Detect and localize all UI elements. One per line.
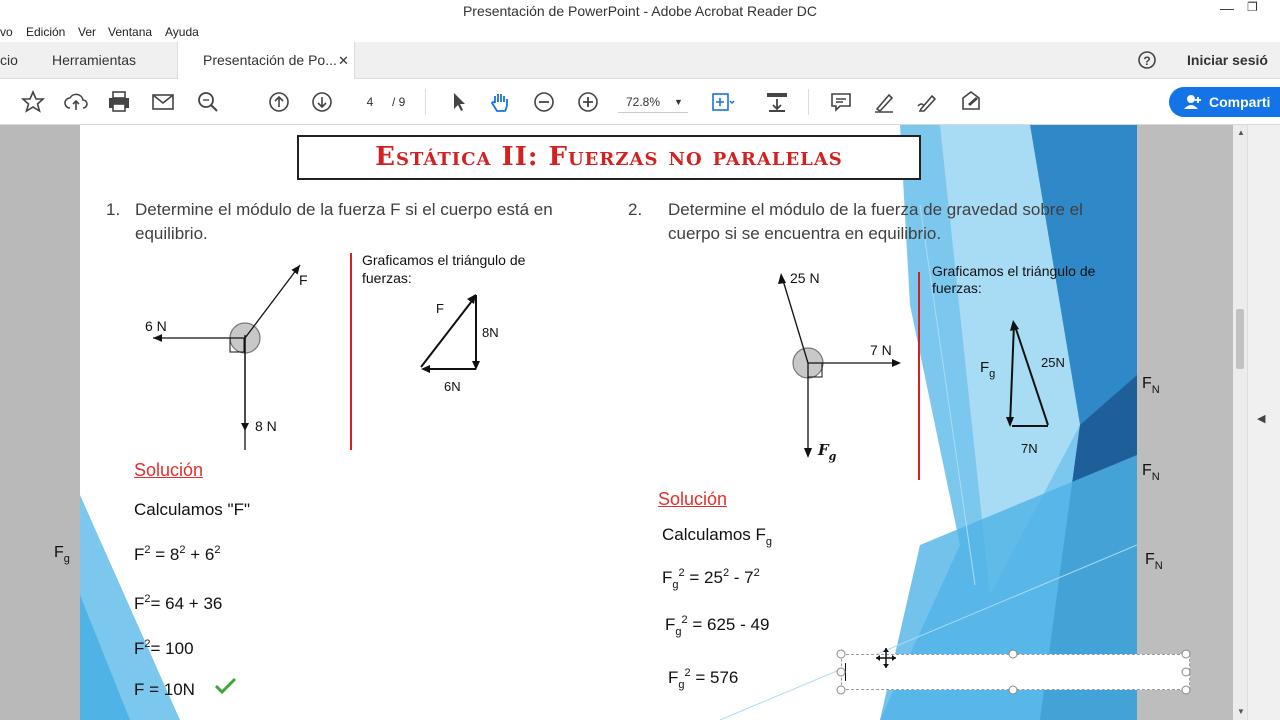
triangle-note-2-line1: Graficamos el triángulo de (932, 263, 1096, 279)
label-7n: 7 N (870, 342, 892, 358)
toolbar-divider (808, 89, 809, 115)
menu-ventana[interactable]: Ventana (108, 25, 153, 39)
sol1-line1: Calculamos "F" (134, 500, 250, 519)
draw-pen-icon[interactable] (915, 89, 941, 115)
menu-archivo[interactable]: vo (0, 25, 13, 39)
zoom-in-icon[interactable] (575, 89, 601, 115)
force-triangle-2 (1000, 315, 1080, 435)
sol2-eq1: $F_g^2 = 25^2 - 7^2$ (662, 567, 760, 591)
close-tab-icon[interactable]: ✕ (338, 53, 349, 68)
previous-page-icon[interactable] (266, 89, 292, 115)
tri1-label-8n: 8N (482, 325, 499, 340)
force-triangle-1 (410, 285, 530, 395)
title-bar (0, 0, 1280, 22)
sol2-eq2: $F_g^2 = 625 - 49$ (665, 614, 770, 638)
share-label: Comparti (1209, 94, 1271, 110)
toolbar (0, 79, 1280, 125)
upload-cloud-icon[interactable] (63, 89, 89, 115)
sol1-result: F = 10N (134, 680, 195, 699)
menu-ver[interactable]: Ver (78, 25, 97, 39)
window-title: Presentación de PowerPoint - Adobe Acrobat Reader DC (462, 3, 818, 19)
red-divider-2 (918, 272, 920, 480)
tri2-label-25n: 25N (1041, 355, 1065, 370)
highlight-icon[interactable] (871, 89, 897, 115)
q2-text-line1: Determine el módulo de la fuerza de gravedad sobre el (668, 200, 1083, 219)
triangle-note-1-line1: Graficamos el triángulo de (362, 252, 526, 268)
page-number-input[interactable]: 4 (366, 95, 374, 109)
fit-page-icon[interactable] (709, 89, 735, 115)
menu-bar (0, 22, 1280, 42)
margin-label-fg: $F_g$ (54, 544, 70, 565)
margin-label-fn-2: $F_N$ (1142, 462, 1160, 483)
menu-ayuda[interactable]: Ayuda (165, 25, 199, 39)
next-page-icon[interactable] (309, 89, 335, 115)
margin-label-fn-3: $F_N$ (1145, 551, 1163, 572)
label-f: F (299, 272, 308, 288)
tri1-f-side (421, 297, 475, 367)
chevron-down-icon: ▼ (674, 97, 683, 107)
comment-icon[interactable] (828, 89, 854, 115)
scroll-mode-icon[interactable] (764, 89, 790, 115)
scroll-down-icon[interactable]: ▼ (1237, 707, 1245, 716)
toolbar-divider (425, 89, 426, 115)
sol2-eq3: $F_g^2 = 576$ (668, 667, 739, 691)
zoom-out-icon[interactable] (531, 89, 557, 115)
menu-edicion[interactable]: Edición (26, 25, 66, 39)
q2-number: 2. (628, 200, 643, 219)
force-8n-arrow-extension (237, 335, 257, 435)
tri2-label-fg: $F_g$ (980, 359, 996, 380)
zoom-level-select[interactable] (618, 91, 688, 113)
email-icon[interactable] (150, 89, 176, 115)
scroll-thumb[interactable] (1236, 309, 1244, 369)
solution-1-heading: Solución (134, 460, 204, 480)
tri1-label-6n: 6N (444, 379, 461, 394)
checkmark-icon (214, 676, 238, 696)
slide-title: Estática II: Fuerzas no paralelas (297, 135, 921, 180)
minimize-button[interactable]: — (1220, 0, 1234, 16)
hand-tool-icon[interactable] (487, 89, 513, 115)
expand-panel-icon[interactable]: ◀ (1257, 413, 1266, 425)
vertical-scrollbar[interactable] (1233, 125, 1247, 720)
label-fg: $F_g$ (818, 441, 837, 463)
q1-number: 1. (106, 200, 121, 219)
select-cursor-icon[interactable] (445, 89, 471, 115)
label-6n: 6 N (145, 318, 167, 334)
force-f-arrow (245, 265, 300, 338)
triangle-note-2-line2: fuerzas: (932, 280, 982, 296)
help-icon[interactable] (1137, 42, 1157, 79)
pdf-page (80, 125, 1137, 720)
restore-button[interactable]: ❐ (1247, 0, 1258, 14)
tab-tools[interactable]: Herramientas (52, 52, 137, 68)
margin-label-fn-1: $F_N$ (1142, 375, 1160, 396)
force-diagram-2 (760, 265, 920, 485)
tri2-label-7n: 7N (1021, 441, 1038, 456)
triangle-note-1-line2: fuerzas: (362, 270, 412, 286)
force-25n-arrow (782, 277, 808, 363)
q1-text-line2: equilibrio. (135, 224, 208, 243)
tab-document[interactable] (177, 42, 355, 80)
tab-home[interactable]: cio (0, 52, 18, 68)
svg-text:?: ? (1143, 54, 1151, 68)
tri2-fg-side (1010, 324, 1014, 425)
tab-bar (0, 42, 1280, 79)
move-cursor-icon (875, 647, 897, 669)
page-total: / 9 (392, 95, 406, 109)
scroll-up-icon[interactable]: ▲ (1237, 128, 1245, 137)
right-gray-panel (1137, 125, 1247, 720)
signin-link[interactable]: Iniciar sesió (1187, 52, 1268, 68)
q1-text-line1: Determine el módulo de la fuerza F si el cuerpo está en (135, 200, 553, 219)
zoom-level-value: 72.8% (626, 95, 661, 109)
sol1-eq1: $F^2 = 8^2 + 6^2$ (134, 544, 221, 564)
tab-document-label: Presentación de Po... (203, 52, 337, 68)
zoom-search-icon[interactable] (195, 89, 221, 115)
print-icon[interactable] (106, 89, 132, 115)
label-8n: 8 N (255, 418, 277, 434)
sol1-eq3: $F^2= 100$ (134, 638, 194, 658)
star-icon[interactable] (20, 89, 46, 115)
share-button[interactable] (1169, 87, 1280, 117)
q2-text-line2: cuerpo si se encuentra en equilibrio. (668, 224, 942, 243)
sol1-eq2: $F^2= 64 + 36$ (134, 593, 223, 613)
tri2-25n-side (1014, 323, 1048, 425)
sol2-line1: Calculamos $F_g$ (662, 525, 773, 548)
tri1-label-f: F (436, 301, 444, 316)
solution-2-heading: Solución (658, 489, 728, 509)
fill-sign-icon[interactable] (958, 89, 984, 115)
red-divider-1 (350, 253, 352, 450)
label-25n: 25 N (790, 270, 820, 286)
add-user-icon (1183, 87, 1203, 127)
